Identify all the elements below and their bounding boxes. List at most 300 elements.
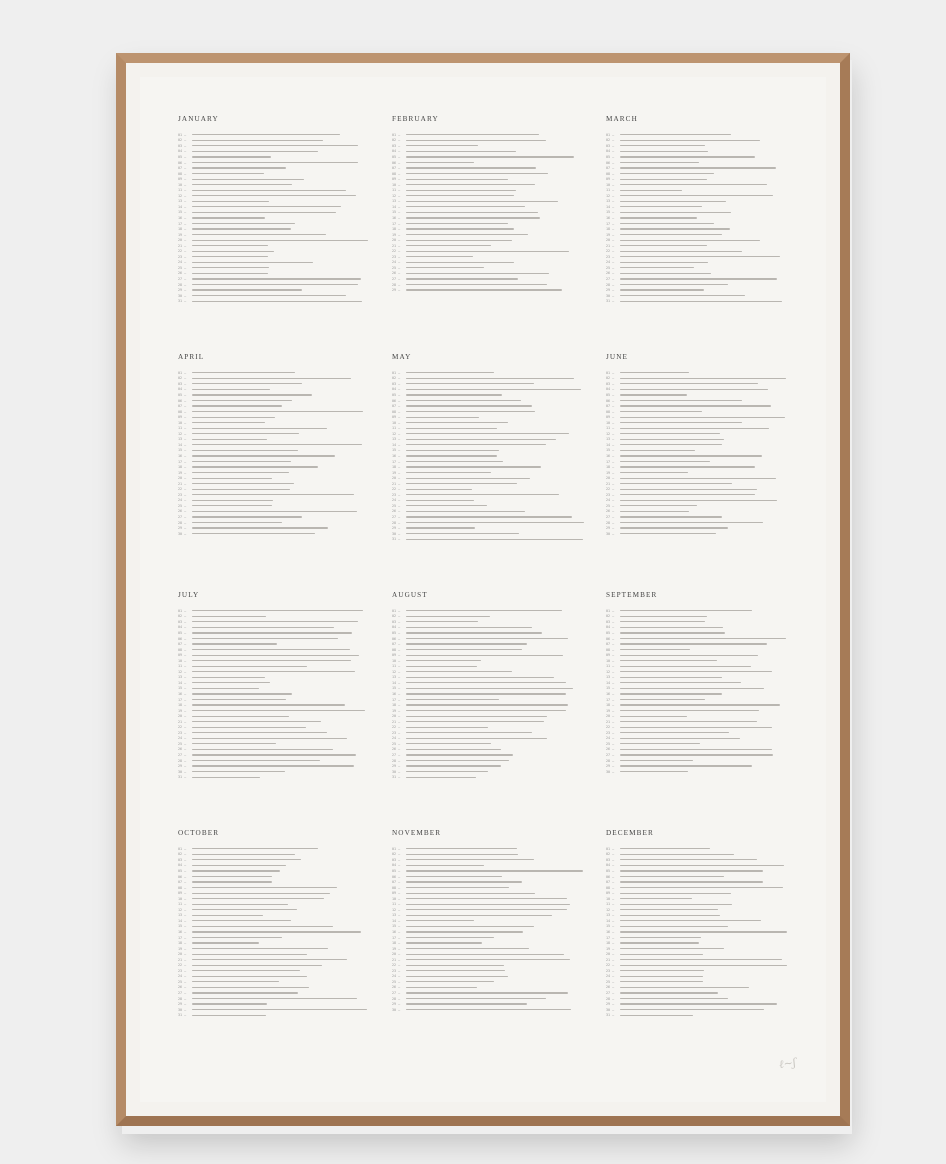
day-number: 30 —: [392, 531, 401, 536]
entry-text-line: [620, 682, 741, 683]
entry-text-line: [620, 378, 786, 379]
month-title: MAY: [392, 353, 412, 361]
entry-line: [392, 774, 606, 780]
entry-text-line: [620, 954, 703, 955]
day-number: 18 —: [606, 703, 615, 708]
day-number: 07 —: [392, 166, 401, 171]
entry-text-line: [192, 439, 267, 440]
entry-text-line: [192, 195, 356, 196]
day-number: 10 —: [606, 182, 615, 187]
day-number: 18 —: [392, 465, 401, 470]
day-number: 02 —: [392, 138, 401, 143]
day-number: 09 —: [178, 415, 187, 420]
day-number: 09 —: [606, 891, 615, 896]
day-number: 01 —: [178, 370, 187, 375]
day-number: 15 —: [178, 448, 187, 453]
entry-text-line: [620, 466, 755, 467]
entry-text-line: [406, 151, 516, 152]
entry-text-line: [192, 201, 269, 202]
entry-line: [178, 774, 392, 780]
entry-text-line: [406, 915, 552, 916]
day-number: 01 —: [606, 846, 615, 851]
month-entries: [392, 608, 606, 780]
entry-text-line: [620, 931, 787, 932]
month-entries: [392, 370, 606, 542]
day-number: 27 —: [392, 752, 401, 757]
day-number: 20 —: [606, 238, 615, 243]
day-number: 06 —: [178, 160, 187, 165]
entry-text-line: [620, 422, 742, 423]
day-number: 29 —: [392, 288, 401, 293]
entry-text-line: [406, 904, 570, 905]
day-number: 06 —: [178, 398, 187, 403]
day-number: 24 —: [178, 974, 187, 979]
day-number: 11 —: [178, 664, 187, 669]
entry-text-line: [620, 688, 764, 689]
entry-text-line: [192, 765, 354, 766]
day-number: 12 —: [606, 193, 615, 198]
entry-text-line: [192, 411, 363, 412]
day-number: 04 —: [392, 863, 401, 868]
entry-text-line: [192, 1009, 367, 1010]
entry-text-line: [406, 140, 546, 141]
entry-text-line: [620, 505, 697, 506]
day-number: 12 —: [606, 907, 615, 912]
day-number: 16 —: [606, 215, 615, 220]
day-number: 07 —: [392, 880, 401, 885]
entry-text-line: [620, 738, 740, 739]
entry-text-line: [620, 400, 742, 401]
day-number: 22 —: [392, 487, 401, 492]
entry-text-line: [406, 965, 504, 966]
day-number: 08 —: [178, 647, 187, 652]
month-block-may: [392, 353, 606, 591]
entry-text-line: [620, 965, 787, 966]
day-number: 07 —: [606, 166, 615, 171]
day-number: 09 —: [178, 177, 187, 182]
day-number: 11 —: [392, 664, 401, 669]
day-number: 23 —: [392, 254, 401, 259]
entry-text-line: [192, 904, 288, 905]
day-number: 24 —: [392, 498, 401, 503]
day-number: 22 —: [606, 487, 615, 492]
entry-text-line: [620, 876, 724, 877]
day-number: 09 —: [178, 653, 187, 658]
entry-text-line: [192, 716, 289, 717]
entry-text-line: [406, 621, 478, 622]
entry-text-line: [192, 760, 320, 761]
entry-text-line: [406, 893, 535, 894]
day-number: 25 —: [178, 741, 187, 746]
entry-text-line: [192, 655, 359, 656]
month-block-december: [606, 829, 808, 1067]
entry-text-line: [620, 981, 703, 982]
day-number: 05 —: [606, 154, 615, 159]
entry-text-line: [406, 527, 475, 528]
day-number: 02 —: [178, 138, 187, 143]
day-number: 25 —: [392, 979, 401, 984]
day-number: 23 —: [606, 968, 615, 973]
entry-text-line: [192, 240, 368, 241]
entry-text-line: [620, 184, 767, 185]
entry-text-line: [620, 610, 752, 611]
entry-text-line: [620, 638, 786, 639]
entry-line: [178, 531, 392, 537]
entry-text-line: [192, 848, 318, 849]
day-number: 17 —: [178, 697, 187, 702]
entry-text-line: [192, 466, 318, 467]
entry-text-line: [406, 145, 478, 146]
day-number: 11 —: [606, 188, 615, 193]
entry-text-line: [192, 167, 286, 168]
day-number: 14 —: [392, 442, 401, 447]
day-number: 03 —: [606, 619, 615, 624]
entry-text-line: [192, 461, 291, 462]
entry-text-line: [192, 505, 272, 506]
day-number: 11 —: [178, 902, 187, 907]
day-number: 04 —: [392, 387, 401, 392]
entry-text-line: [620, 693, 722, 694]
entry-text-line: [406, 909, 567, 910]
entry-text-line: [192, 749, 333, 750]
entry-text-line: [620, 289, 704, 290]
entry-text-line: [192, 516, 302, 517]
entry-text-line: [192, 649, 350, 650]
entry-text-line: [406, 206, 525, 207]
entry-text-line: [620, 455, 762, 456]
day-number: 24 —: [178, 736, 187, 741]
day-number: 03 —: [392, 381, 401, 386]
day-number: 27 —: [392, 514, 401, 519]
entry-text-line: [192, 937, 282, 938]
day-number: 20 —: [606, 952, 615, 957]
entry-text-line: [192, 660, 351, 661]
day-number: 16 —: [178, 453, 187, 458]
day-number: 17 —: [606, 221, 615, 226]
day-number: 21 —: [178, 243, 187, 248]
entry-text-line: [192, 295, 346, 296]
month-title: DECEMBER: [606, 829, 654, 837]
month-title: NOVEMBER: [392, 829, 442, 837]
entry-text-line: [620, 273, 711, 274]
day-number: 15 —: [178, 686, 187, 691]
entry-text-line: [192, 500, 273, 501]
entry-text-line: [620, 920, 761, 921]
day-number: 01 —: [606, 132, 615, 137]
entry-text-line: [620, 987, 749, 988]
month-entries: [606, 608, 808, 774]
calendar-grid: [178, 115, 808, 1067]
entry-text-line: [620, 627, 723, 628]
day-number: 25 —: [392, 503, 401, 508]
day-number: 10 —: [178, 182, 187, 187]
entry-text-line: [192, 206, 341, 207]
entry-line: [392, 287, 606, 293]
entry-text-line: [192, 301, 362, 302]
day-number: 15 —: [392, 210, 401, 215]
day-number: 22 —: [392, 963, 401, 968]
entry-text-line: [620, 394, 687, 395]
entry-text-line: [406, 616, 490, 617]
day-number: 24 —: [178, 260, 187, 265]
day-number: 31 —: [606, 1013, 615, 1018]
day-number: 17 —: [392, 935, 401, 940]
entry-text-line: [620, 904, 732, 905]
entry-text-line: [406, 865, 484, 866]
entry-text-line: [406, 444, 546, 445]
entry-text-line: [192, 887, 337, 888]
entry-text-line: [406, 251, 569, 252]
entry-text-line: [620, 201, 726, 202]
day-number: 26 —: [178, 271, 187, 276]
day-number: 04 —: [392, 149, 401, 154]
day-number: 29 —: [606, 288, 615, 293]
day-number: 09 —: [392, 891, 401, 896]
day-number: 19 —: [606, 470, 615, 475]
entry-text-line: [406, 433, 569, 434]
entry-text-line: [192, 671, 355, 672]
entry-text-line: [406, 156, 574, 157]
day-number: 23 —: [178, 254, 187, 259]
entry-text-line: [406, 273, 549, 274]
entry-text-line: [406, 655, 563, 656]
day-number: 13 —: [178, 913, 187, 918]
entry-text-line: [620, 848, 710, 849]
entry-text-line: [620, 887, 783, 888]
entry-text-line: [406, 195, 514, 196]
entry-text-line: [192, 616, 266, 617]
entry-text-line: [620, 765, 752, 766]
day-number: 30 —: [606, 1007, 615, 1012]
day-number: 11 —: [606, 902, 615, 907]
entry-text-line: [620, 251, 742, 252]
day-number: 08 —: [178, 171, 187, 176]
day-number: 26 —: [178, 985, 187, 990]
day-number: 31 —: [178, 299, 187, 304]
entry-text-line: [620, 643, 767, 644]
day-number: 07 —: [178, 880, 187, 885]
day-number: 05 —: [392, 868, 401, 873]
entry-text-line: [406, 920, 474, 921]
day-number: 26 —: [178, 509, 187, 514]
day-number: 17 —: [178, 459, 187, 464]
entry-text-line: [192, 732, 327, 733]
day-number: 06 —: [606, 874, 615, 879]
day-number: 29 —: [178, 526, 187, 531]
day-number: 09 —: [392, 415, 401, 420]
entry-text-line: [192, 610, 363, 611]
day-number: 03 —: [178, 381, 187, 386]
entry-text-line: [620, 145, 705, 146]
entry-text-line: [192, 228, 291, 229]
day-number: 27 —: [606, 276, 615, 281]
day-number: 28 —: [178, 996, 187, 1001]
day-number: 01 —: [606, 608, 615, 613]
day-number: 11 —: [178, 188, 187, 193]
entry-text-line: [406, 372, 494, 373]
entry-text-line: [192, 156, 271, 157]
day-number: 13 —: [606, 437, 615, 442]
entry-text-line: [406, 489, 472, 490]
entry-text-line: [406, 240, 512, 241]
day-number: 27 —: [606, 514, 615, 519]
day-number: 19 —: [178, 946, 187, 951]
entry-text-line: [620, 1009, 764, 1010]
day-number: 28 —: [606, 996, 615, 1001]
day-number: 25 —: [606, 979, 615, 984]
day-number: 04 —: [606, 863, 615, 868]
entry-text-line: [620, 937, 701, 938]
entry-text-line: [192, 970, 300, 971]
day-number: 13 —: [392, 437, 401, 442]
day-number: 30 —: [178, 531, 187, 536]
entry-text-line: [406, 771, 488, 772]
day-number: 05 —: [392, 630, 401, 635]
day-number: 14 —: [606, 204, 615, 209]
day-number: 25 —: [178, 265, 187, 270]
day-number: 10 —: [392, 658, 401, 663]
entry-text-line: [192, 173, 264, 174]
day-number: 09 —: [606, 415, 615, 420]
day-number: 10 —: [178, 420, 187, 425]
day-number: 04 —: [178, 863, 187, 868]
day-number: 07 —: [178, 166, 187, 171]
day-number: 15 —: [392, 686, 401, 691]
entry-text-line: [406, 660, 481, 661]
day-number: 20 —: [178, 714, 187, 719]
entry-text-line: [192, 754, 356, 755]
entry-text-line: [406, 610, 562, 611]
entry-text-line: [406, 190, 516, 191]
day-number: 13 —: [178, 199, 187, 204]
entry-text-line: [620, 998, 728, 999]
day-number: 31 —: [178, 1013, 187, 1018]
entry-text-line: [620, 898, 692, 899]
day-number: 07 —: [606, 880, 615, 885]
day-number: 24 —: [606, 260, 615, 265]
day-number: 02 —: [606, 376, 615, 381]
day-number: 12 —: [392, 907, 401, 912]
day-number: 12 —: [178, 431, 187, 436]
entry-text-line: [620, 632, 725, 633]
entry-text-line: [406, 417, 479, 418]
day-number: 20 —: [606, 476, 615, 481]
month-block-june: [606, 353, 808, 591]
day-number: 01 —: [392, 370, 401, 375]
entry-text-line: [192, 948, 328, 949]
entry-text-line: [406, 400, 521, 401]
entry-text-line: [192, 898, 324, 899]
entry-text-line: [406, 693, 566, 694]
entry-text-line: [406, 262, 514, 263]
entry-text-line: [192, 383, 302, 384]
entry-text-line: [406, 632, 542, 633]
day-number: 01 —: [392, 132, 401, 137]
entry-text-line: [620, 383, 758, 384]
day-number: 13 —: [392, 199, 401, 204]
month-title: FEBRUARY: [392, 115, 439, 123]
entry-text-line: [192, 483, 294, 484]
entry-text-line: [192, 450, 298, 451]
entry-text-line: [406, 677, 554, 678]
entry-text-line: [192, 217, 265, 218]
day-number: 23 —: [606, 254, 615, 259]
day-number: 30 —: [178, 293, 187, 298]
entry-text-line: [620, 915, 720, 916]
day-number: 19 —: [178, 470, 187, 475]
day-number: 02 —: [178, 376, 187, 381]
day-number: 04 —: [606, 387, 615, 392]
entry-text-line: [406, 738, 547, 739]
day-number: 12 —: [392, 431, 401, 436]
day-number: 20 —: [178, 476, 187, 481]
entry-line: [606, 298, 808, 304]
entry-text-line: [406, 643, 527, 644]
day-number: 21 —: [606, 481, 615, 486]
entry-text-line: [192, 638, 338, 639]
entry-text-line: [620, 256, 780, 257]
entry-text-line: [192, 704, 345, 705]
entry-text-line: [620, 1015, 693, 1016]
entry-text-line: [192, 527, 328, 528]
day-number: 04 —: [178, 149, 187, 154]
day-number: 10 —: [178, 658, 187, 663]
entry-text-line: [192, 942, 259, 943]
month-entries: [606, 846, 808, 1018]
day-number: 13 —: [606, 199, 615, 204]
month-entries: [392, 132, 606, 293]
entry-text-line: [192, 489, 290, 490]
day-number: 30 —: [178, 1007, 187, 1012]
day-number: 30 —: [606, 531, 615, 536]
day-number: 26 —: [606, 985, 615, 990]
day-number: 08 —: [392, 409, 401, 414]
day-number: 19 —: [392, 232, 401, 237]
day-number: 11 —: [392, 426, 401, 431]
entry-text-line: [406, 716, 547, 717]
day-number: 14 —: [392, 680, 401, 685]
entry-text-line: [406, 267, 484, 268]
day-number: 23 —: [178, 492, 187, 497]
day-number: 22 —: [392, 249, 401, 254]
day-number: 03 —: [606, 381, 615, 386]
entry-text-line: [192, 134, 340, 135]
entry-text-line: [406, 710, 566, 711]
day-number: 13 —: [392, 675, 401, 680]
day-number: 14 —: [178, 442, 187, 447]
entry-text-line: [192, 289, 302, 290]
entry-text-line: [620, 461, 710, 462]
month-block-september: [606, 591, 808, 829]
entry-text-line: [192, 710, 365, 711]
day-number: 21 —: [392, 957, 401, 962]
day-number: 17 —: [606, 697, 615, 702]
entry-text-line: [406, 859, 534, 860]
entry-text-line: [620, 295, 745, 296]
day-number: 15 —: [606, 210, 615, 215]
entry-text-line: [192, 909, 297, 910]
entry-text-line: [406, 987, 477, 988]
day-number: 18 —: [392, 227, 401, 232]
day-number: 04 —: [178, 387, 187, 392]
entry-text-line: [192, 976, 307, 977]
day-number: 30 —: [178, 769, 187, 774]
day-number: 14 —: [178, 680, 187, 685]
day-number: 11 —: [606, 426, 615, 431]
entry-text-line: [620, 389, 768, 390]
entry-text-line: [620, 865, 784, 866]
entry-text-line: [192, 965, 322, 966]
